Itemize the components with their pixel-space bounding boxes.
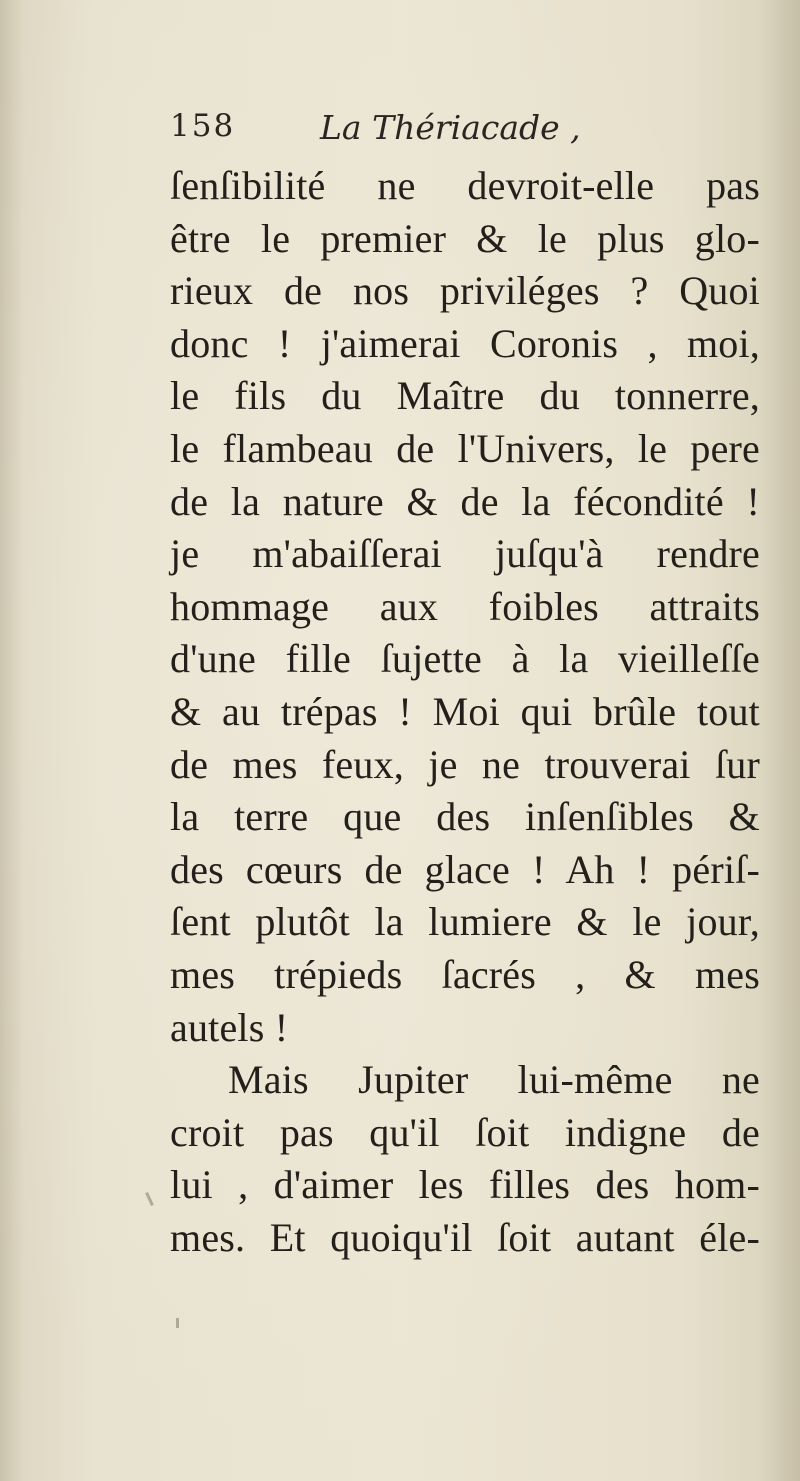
text-line: ſent plutôt la lumiere & le jour, [170,899,760,945]
text-line: le flambeau de l'Univers, le pere [170,425,760,471]
text-line: le fils du Maître du tonnerre, [170,373,760,419]
text-line: des cœurs de glace ! Ah ! périſ- [170,846,760,892]
body-text [170,160,770,1264]
text-line: mes. Et quoiqu'il ſoit autant éle- [170,1214,760,1260]
text-line: hommage aux foibles attraits [170,583,760,629]
text-line: lui , d'aimer les filles des hom- [170,1162,760,1208]
page-header [170,108,750,152]
text-line: Mais Jupiter lui-même ne [228,1057,760,1103]
text-line: être le premier & le plus glo- [170,215,760,261]
running-title: La Thériacade , [320,108,581,147]
text-line: & au trépas ! Moi qui brûle tout [170,688,760,734]
page-number: 158 [170,108,236,144]
text-line: ſenſibilité ne devroit-elle pas [170,163,760,208]
text-line: de la nature & de la fécondité ! [170,478,760,524]
paper-speck [145,1192,154,1206]
page-left-edge [0,0,24,1481]
text-line: je m'abaiſſerai juſqu'à rendre [170,531,760,577]
text-line: mes trépieds ſacrés , & mes [170,951,760,997]
text-line: d'une fille ſujette à la vieilleſſe [170,636,760,682]
text-line: autels ! [170,1004,289,1050]
paper-speck [176,1318,179,1328]
text-line: donc ! j'aimerai Coronis , moi, [170,320,760,366]
text-line: de mes feux, je ne trouverai ſur [170,741,760,787]
text-line: la terre que des inſenſibles & [170,794,760,840]
text-line: croit pas qu'il ſoit indigne de [170,1109,760,1155]
text-line: rieux de nos priviléges ? Quoi [170,268,760,314]
